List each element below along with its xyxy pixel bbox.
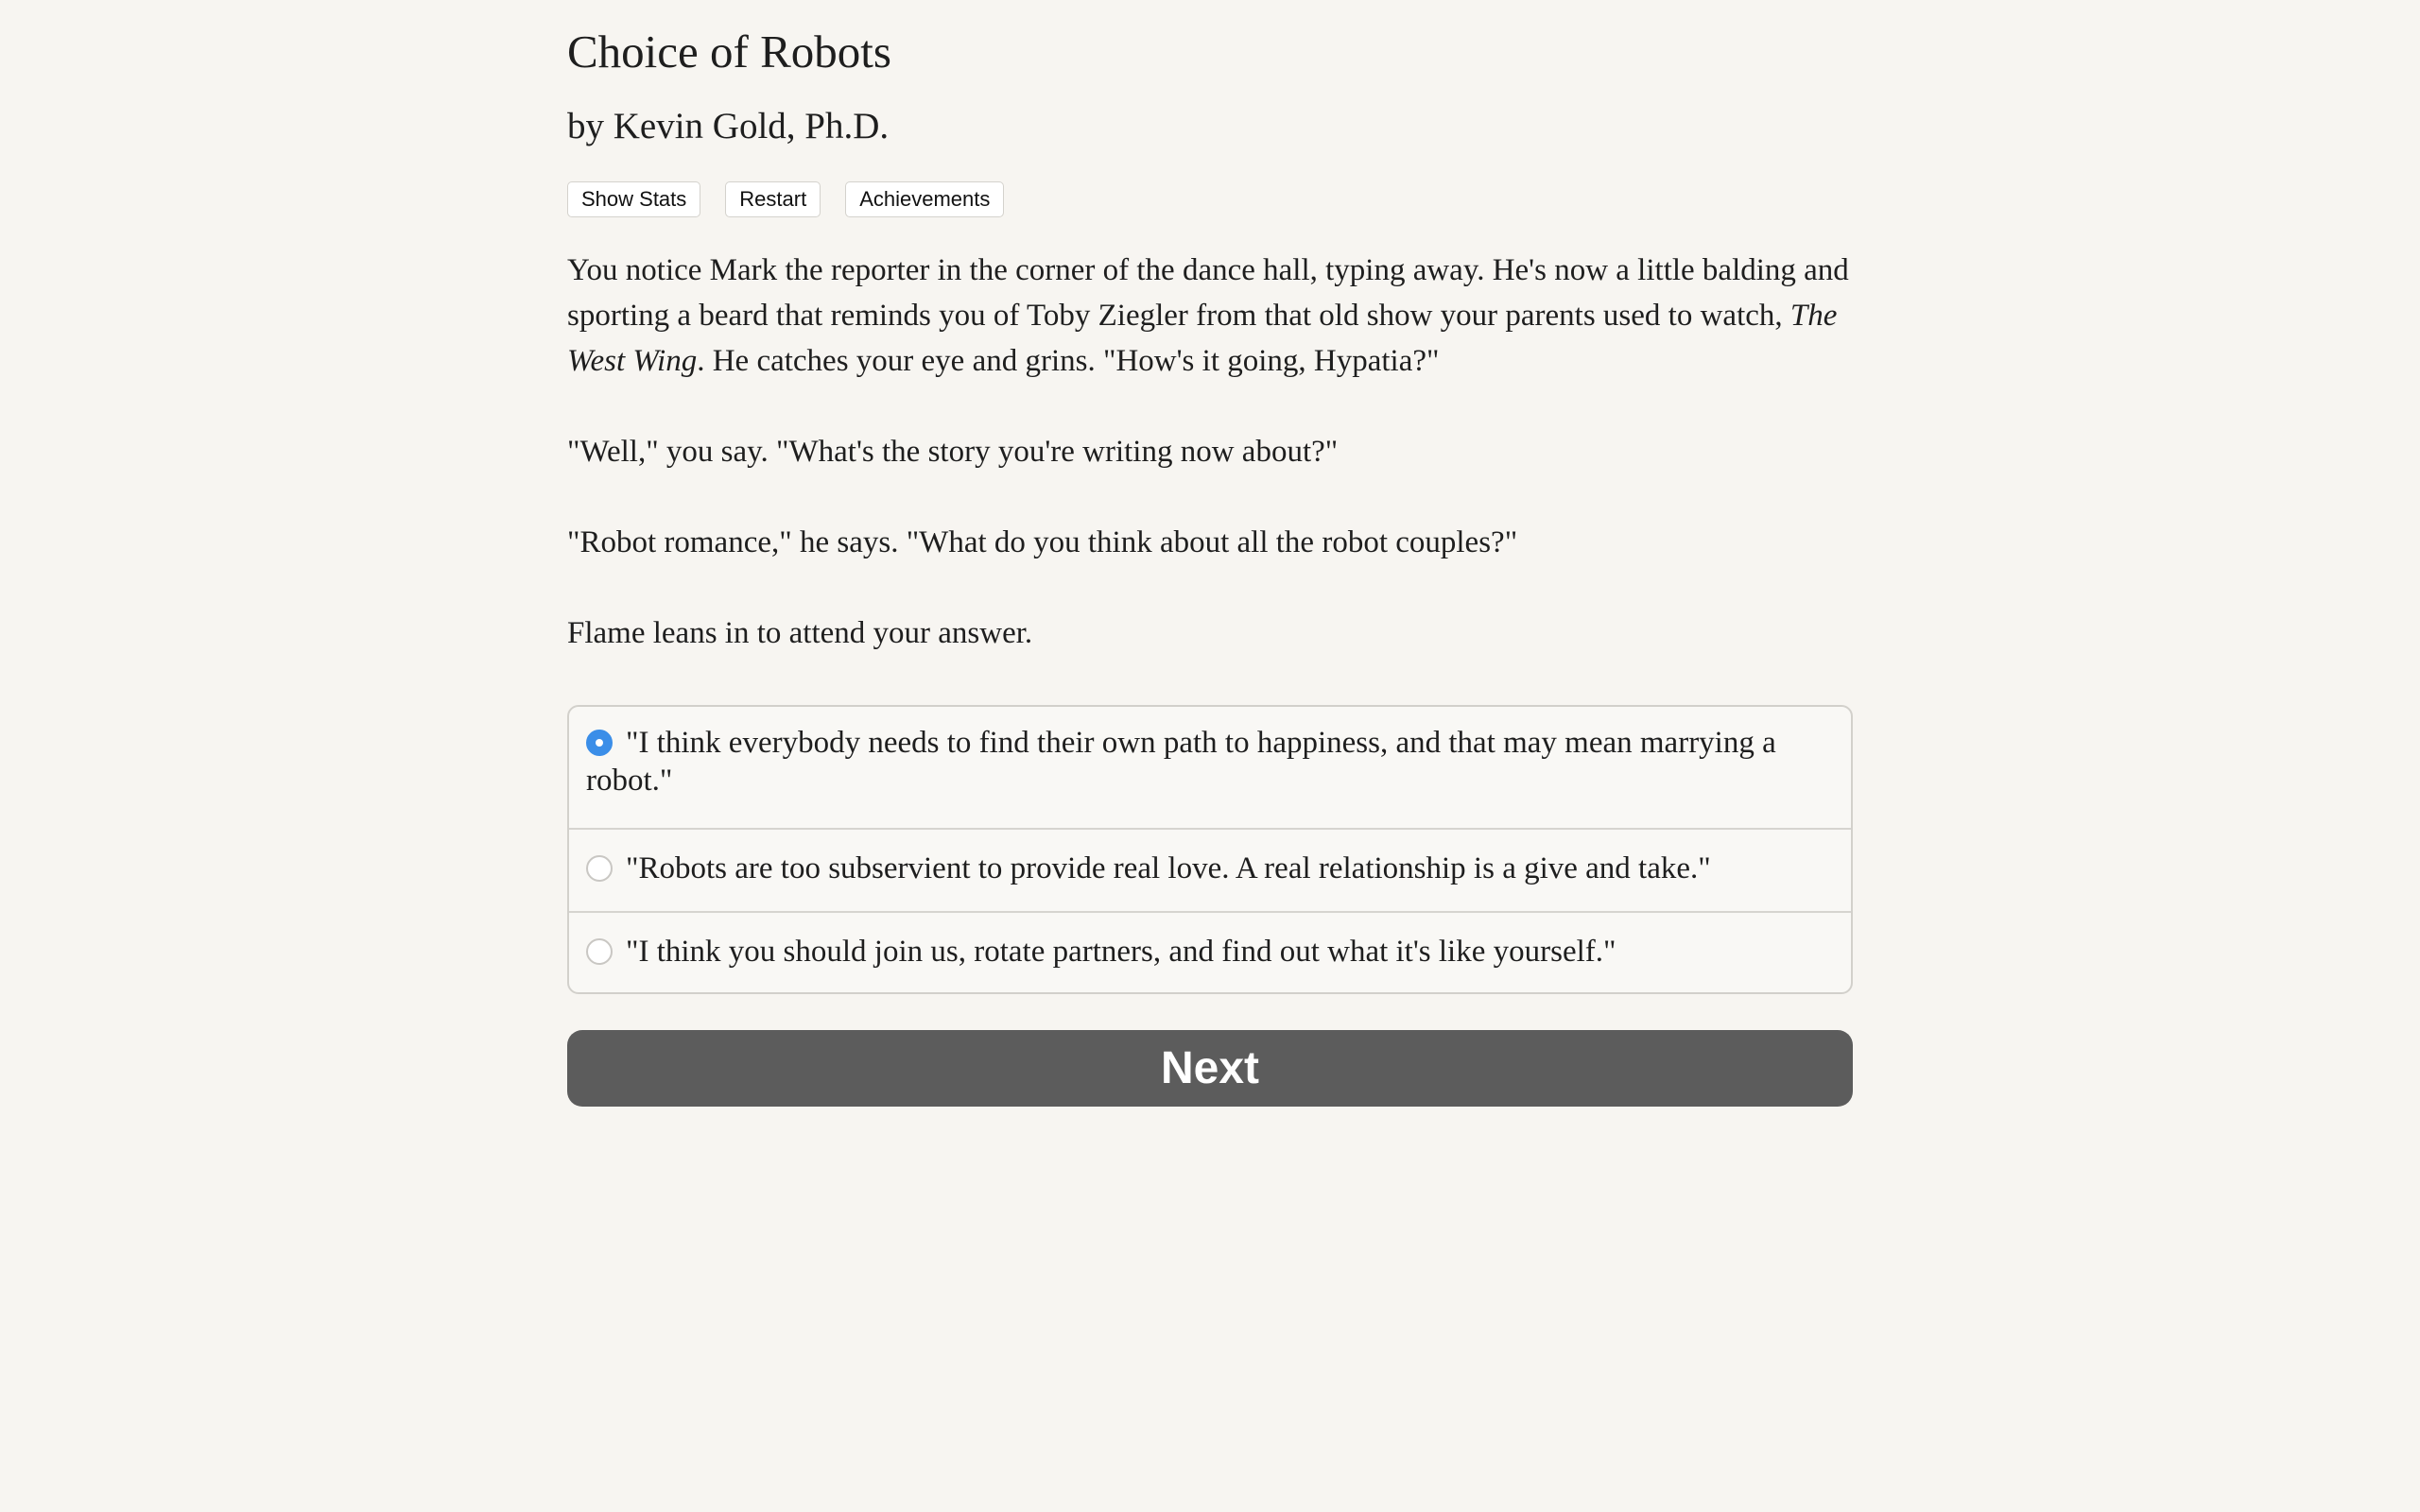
choice-option[interactable] bbox=[569, 707, 1851, 828]
restart-button[interactable]: Restart bbox=[725, 181, 821, 217]
next-button[interactable]: Next bbox=[567, 1030, 1853, 1107]
choice-list bbox=[567, 705, 1853, 994]
achievements-button[interactable]: Achievements bbox=[845, 181, 1004, 217]
toolbar bbox=[567, 181, 1028, 217]
story-paragraph: Flame leans in to attend your answer. bbox=[567, 616, 1033, 650]
story-paragraph: "Well," you say. "What's the story you're writing now about?" bbox=[567, 435, 1339, 469]
radio-button[interactable] bbox=[586, 730, 613, 756]
story-text-segment: . He catches your eye and grins. "How's it going, Hypatia?" bbox=[697, 344, 1440, 378]
story-paragraph: "Robot romance," he says. "What do you think about all the robot couples?" bbox=[567, 525, 1518, 559]
choice-option[interactable] bbox=[569, 828, 1851, 911]
story-text-segment: You notice Mark the reporter in the corner of the dance hall, typing away. He's now a little balding and sporting a beard that reminds you of Toby Ziegler from that old show your parents used to watch, bbox=[567, 253, 1849, 333]
choice-text: "I think you should join us, rotate partners, and find out what it's like yourself." bbox=[626, 935, 1616, 969]
show-stats-button[interactable]: Show Stats bbox=[567, 181, 700, 217]
radio-button[interactable] bbox=[586, 938, 613, 965]
choice-option[interactable] bbox=[569, 911, 1851, 992]
story-paragraph bbox=[567, 248, 1853, 384]
show-title: The West Wing bbox=[567, 299, 1838, 378]
game-author: by Kevin Gold, Ph.D. bbox=[567, 106, 890, 146]
choice-text: "I think everybody needs to find their own path to happiness, and that may mean marrying a robot." bbox=[586, 726, 1776, 798]
game-title: Choice of Robots bbox=[567, 26, 891, 77]
choice-text: "Robots are too subservient to provide real love. A real relationship is a give and take." bbox=[626, 851, 1711, 885]
radio-button[interactable] bbox=[586, 855, 613, 882]
story-text bbox=[567, 248, 1853, 701]
